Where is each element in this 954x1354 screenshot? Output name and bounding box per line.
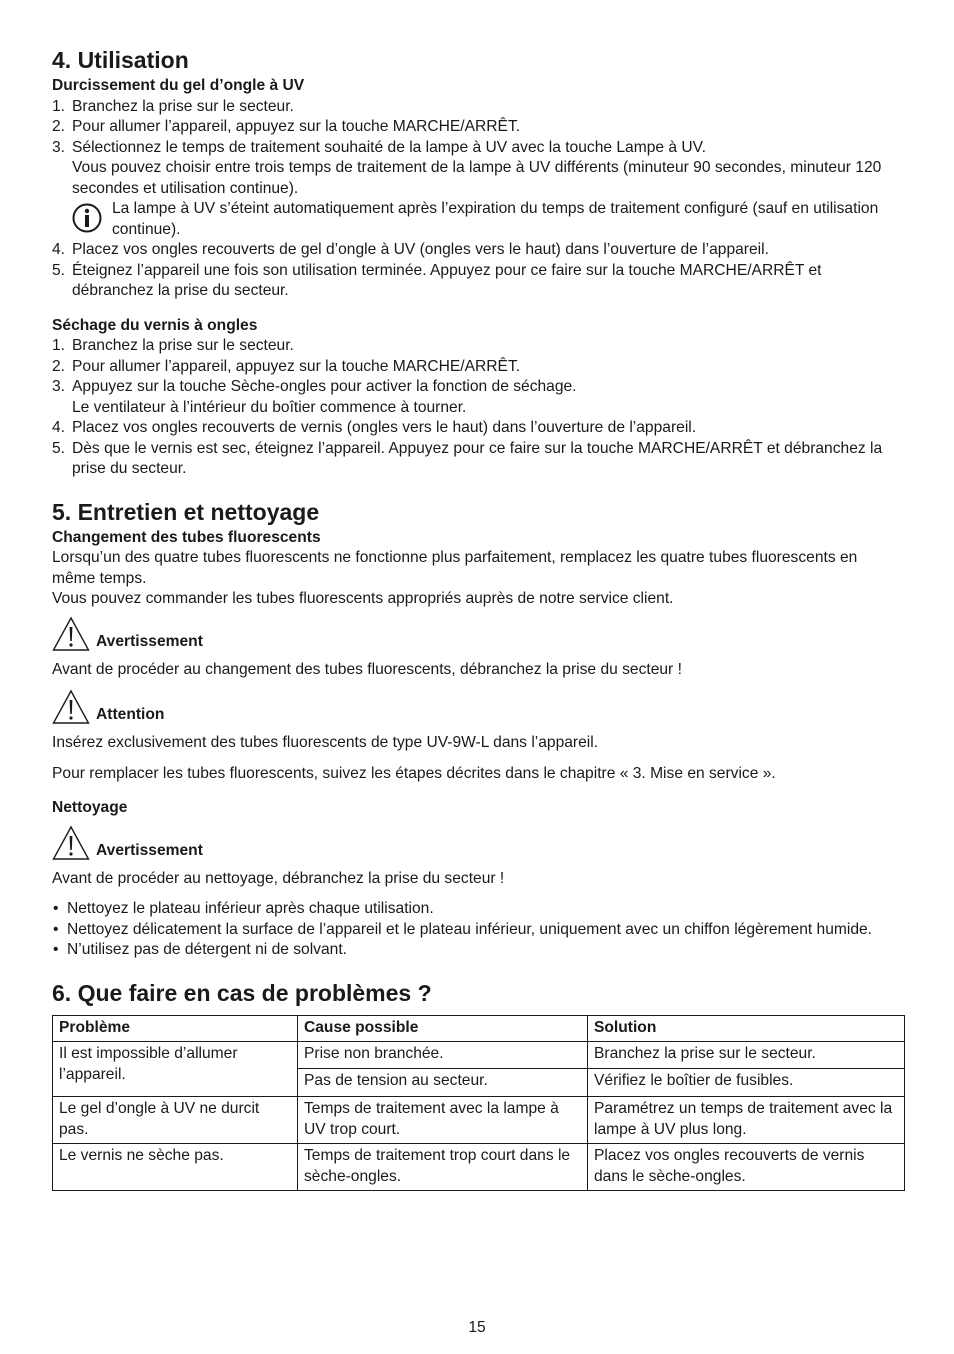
table-cell: Pas de tension au secteur. xyxy=(298,1068,588,1097)
section-title: 4. Utilisation xyxy=(52,47,189,73)
info-note: La lampe à UV s’éteint automatiquement après l’expiration du temps de traitement configuré (sauf en utilisation continue). xyxy=(52,199,904,240)
bullet-list xyxy=(52,899,904,961)
list-item: 4. Placez vos ongles recouverts de gel d’ongle à UV (ongles vers le haut) dans l’ouverture de l’appareil. xyxy=(52,241,769,258)
column-header: Problème xyxy=(53,1015,298,1042)
table-cell: Placez vos ongles recouverts de vernis dans le sèche-ongles. xyxy=(588,1144,905,1191)
paragraph: Avant de procéder au changement des tubes fluorescents, débranchez la prise du secteur ! xyxy=(52,660,682,678)
subsection-title: Changement des tubes fluorescents xyxy=(52,528,321,546)
table-cell: Le vernis ne sèche pas. xyxy=(53,1144,298,1191)
list-item: 1. Branchez la prise sur le secteur. xyxy=(52,97,294,115)
warning-heading xyxy=(52,825,904,861)
list-item: 2. Pour allumer l’appareil, appuyez sur la touche MARCHE/ARRÊT. xyxy=(52,357,521,375)
steps-list xyxy=(52,97,904,200)
warning-heading xyxy=(52,616,904,652)
list-item: 5. Éteignez l’appareil une fois son utilisation terminée. Appuyez pour ce faire sur la touche MARCHE/ARRÊT et débranchez la prise du secteur. xyxy=(52,261,822,299)
warning-triangle-icon xyxy=(52,825,90,861)
list-item: 3. Sélectionnez le temps de traitement souhaité de la lampe à UV avec la touche Lampe à UV. Vous pouvez choisir entre trois temps de traitement de la lampe à UV différents (minuteur 90 secondes, minuteur 120 secondes et utilisation continue). xyxy=(52,138,882,197)
subsection-title: Séchage du vernis à ongles xyxy=(52,316,258,334)
table-cell: Temps de traitement avec la lampe à UV trop court. xyxy=(298,1097,588,1144)
table-cell: Branchez la prise sur le secteur. xyxy=(588,1042,905,1069)
table-cell: Paramétrez un temps de traitement avec la lampe à UV plus long. xyxy=(588,1097,905,1144)
section-title: 6. Que faire en cas de problèmes ? xyxy=(52,979,432,1006)
table-row xyxy=(53,1144,905,1191)
table-cell: Le gel d’ongle à UV ne durcit pas. xyxy=(53,1097,298,1144)
attention-heading xyxy=(52,689,904,725)
list-item: • N’utilisez pas de détergent ni de solvant. xyxy=(53,941,347,958)
table-header-row xyxy=(53,1015,905,1042)
paragraph: Pour remplacer les tubes fluorescents, suivez les étapes décrites dans le chapitre « 3. Mise en service ». xyxy=(52,764,776,782)
paragraph: Lorsqu’un des quatre tubes fluorescents ne fonctionne plus parfaitement, remplacez les quatre tubes fluorescents en même temps. xyxy=(52,549,858,587)
table-cell: Temps de traitement trop court dans le sèche-ongles. xyxy=(298,1144,588,1191)
list-item: • Nettoyez le plateau inférieur après chaque utilisation. xyxy=(53,900,434,917)
warning-label: Avertissement xyxy=(96,632,203,650)
column-header: Solution xyxy=(588,1015,905,1042)
table-row xyxy=(53,1097,905,1144)
page-number: 15 xyxy=(468,1319,486,1336)
list-item: 1. Branchez la prise sur le secteur. xyxy=(52,337,294,354)
list-item: 3. Appuyez sur la touche Sèche-ongles pour activer la fonction de séchage. Le ventilateur à l’intérieur du boîtier commence à tourner. xyxy=(52,378,577,416)
table-row xyxy=(53,1042,905,1069)
info-icon xyxy=(72,203,102,233)
subsection-title: Nettoyage xyxy=(52,799,128,816)
list-item: 5. Dès que le vernis est sec, éteignez l’appareil. Appuyez pour ce faire sur la touche MARCHE/ARRÊT et débranchez la prise du secteur. xyxy=(52,439,883,477)
warning-triangle-icon xyxy=(52,616,90,652)
attention-label: Attention xyxy=(96,706,165,723)
paragraph: Vous pouvez commander les tubes fluorescents appropriés auprès de notre service client. xyxy=(52,590,674,607)
steps-list xyxy=(52,336,904,480)
table-cell: Il est impossible d’allumer l’appareil. xyxy=(53,1042,298,1097)
column-header: Cause possible xyxy=(298,1015,588,1042)
paragraph: Avant de procéder au nettoyage, débranchez la prise du secteur ! xyxy=(52,869,505,887)
list-item: 2. Pour allumer l’appareil, appuyez sur la touche MARCHE/ARRÊT. xyxy=(52,118,521,135)
table-cell: Vérifiez le boîtier de fusibles. xyxy=(588,1068,905,1097)
section-title: 5. Entretien et nettoyage xyxy=(52,498,320,525)
table-cell: Prise non branchée. xyxy=(298,1042,588,1069)
steps-list xyxy=(52,240,904,302)
document-page xyxy=(52,0,904,1191)
troubleshooting-table xyxy=(52,1015,905,1192)
list-item: 4. Placez vos ongles recouverts de vernis (ongles vers le haut) dans l’ouverture de l’appareil. xyxy=(52,419,697,436)
subsection-title: Durcissement du gel d’ongle à UV xyxy=(52,77,305,94)
paragraph: Insérez exclusivement des tubes fluorescents de type UV-9W-L dans l’appareil. xyxy=(52,734,599,751)
list-item: • Nettoyez délicatement la surface de l’appareil et le plateau inférieur, uniquement avec un chiffon légèrement humide. xyxy=(53,920,873,938)
warning-label: Avertissement xyxy=(96,841,203,859)
warning-triangle-icon xyxy=(52,689,90,725)
